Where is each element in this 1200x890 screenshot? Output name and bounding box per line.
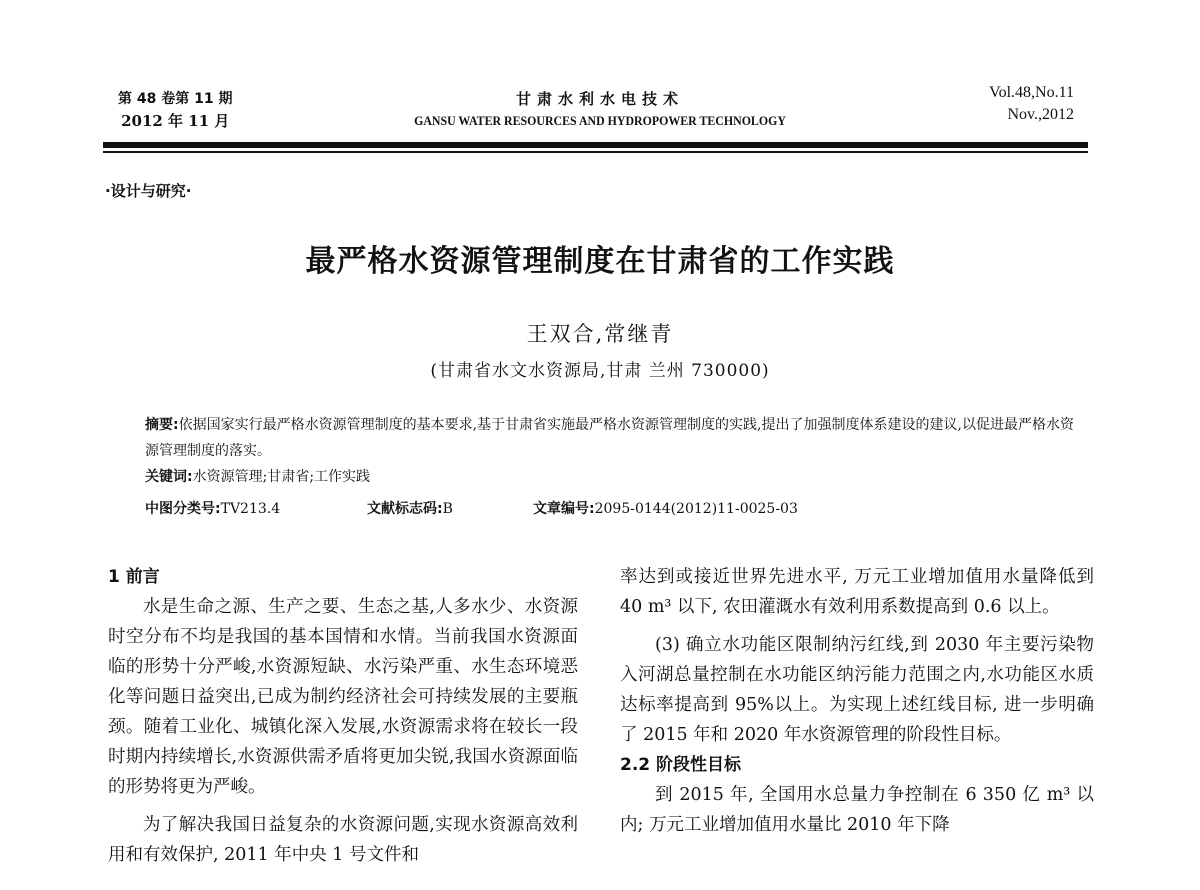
- journal-name-cn: 甘肃水利水电技术: [515, 90, 684, 108]
- clc-value: TV213.4: [220, 501, 281, 517]
- journal-name-en: GANSU WATER RESOURCES AND HYDROPOWER TECHNOLOGY: [414, 114, 786, 128]
- doc-code-value: B: [442, 501, 453, 517]
- section-heading-intro: 1 前言: [108, 567, 160, 587]
- keywords-label: 关键词:: [145, 469, 193, 485]
- affiliation: (甘肃省水文水资源局,甘肃 兰州 730000): [430, 361, 770, 381]
- paragraph: 水是生命之源、生产之要、生态之基,人多水少、水资源时空分布不均是我国的基本国情和水情。当前我国水资源面临的形势十分严峻,水资源短缺、水污染严重、水生态环境恶化等问题日益突出,已成为制约经济社会可持续发展的主要瓶颈。随着工业化、城镇化深入发展,水资源需求将在较长一段时期内持续增长,水资源供需矛盾将更加尖锐,我国水资源面临的形势将更为严峻。: [108, 597, 578, 797]
- paragraph: 到 2015 年, 全国用水总量力争控制在 6 350 亿 m³ 以内; 万元工业增加值用水量比 2010 年下降: [620, 785, 1094, 835]
- volume-issue-en: Vol.48,No.11: [989, 84, 1074, 101]
- section-heading-2-2: 2.2 阶段性目标: [620, 755, 742, 775]
- header-left: [118, 88, 232, 132]
- date-en: Nov.,2012: [1007, 106, 1074, 123]
- article-title: 最严格水资源管理制度在甘肃省的工作实践: [305, 244, 895, 279]
- header-rule-thick: [103, 142, 1088, 148]
- paragraph: (3) 确立水功能区限制纳污红线,到 2030 年主要污染物入河湖总量控制在水功能区纳污能力范围之内,水功能区水质达标率提高到 95%以上。为实现上述红线目标, 进一步明确了 2015 年和 2020 年水资源管理的阶段性目标。: [620, 635, 1094, 745]
- keywords-text: 水资源管理;甘肃省;工作实践: [192, 469, 371, 485]
- doc-code-label: 文献标志码:: [367, 501, 443, 517]
- volume-issue-cn: 第 48 卷第 11 期: [118, 91, 233, 107]
- paragraph: 为了解决我国日益复杂的水资源问题,实现水资源高效利用和有效保护, 2011 年中央 1 号文件和: [108, 815, 578, 865]
- clc-label: 中图分类号:: [145, 501, 221, 517]
- date-cn: 2012 年 11 月: [121, 112, 230, 130]
- abstract: [145, 412, 1075, 490]
- article-no-value: 2095-0144(2012)11-0025-03: [594, 501, 798, 517]
- article-no-label: 文章编号:: [533, 501, 595, 517]
- header-right: [989, 82, 1074, 126]
- authors: 王双合,常继青: [526, 322, 674, 346]
- right-column: [620, 562, 1094, 840]
- abstract-text: 依据国家实行最严格水资源管理制度的基本要求,基于甘肃省实施最严格水资源管理制度的实践,提出了加强制度体系建设的建议,以促进最严格水资源管理制度的落实。: [145, 417, 1074, 459]
- header-center: [380, 88, 820, 132]
- abstract-label: 摘要:: [145, 417, 179, 433]
- paragraph: 率达到或接近世界先进水平, 万元工业增加值用水量降低到 40 m³ 以下, 农田灌溉水有效利用系数提高到 0.6 以上。: [620, 567, 1094, 617]
- section-tag: ·设计与研究·: [105, 182, 192, 200]
- left-column: [108, 562, 578, 870]
- header-rule-thin: [103, 151, 1088, 153]
